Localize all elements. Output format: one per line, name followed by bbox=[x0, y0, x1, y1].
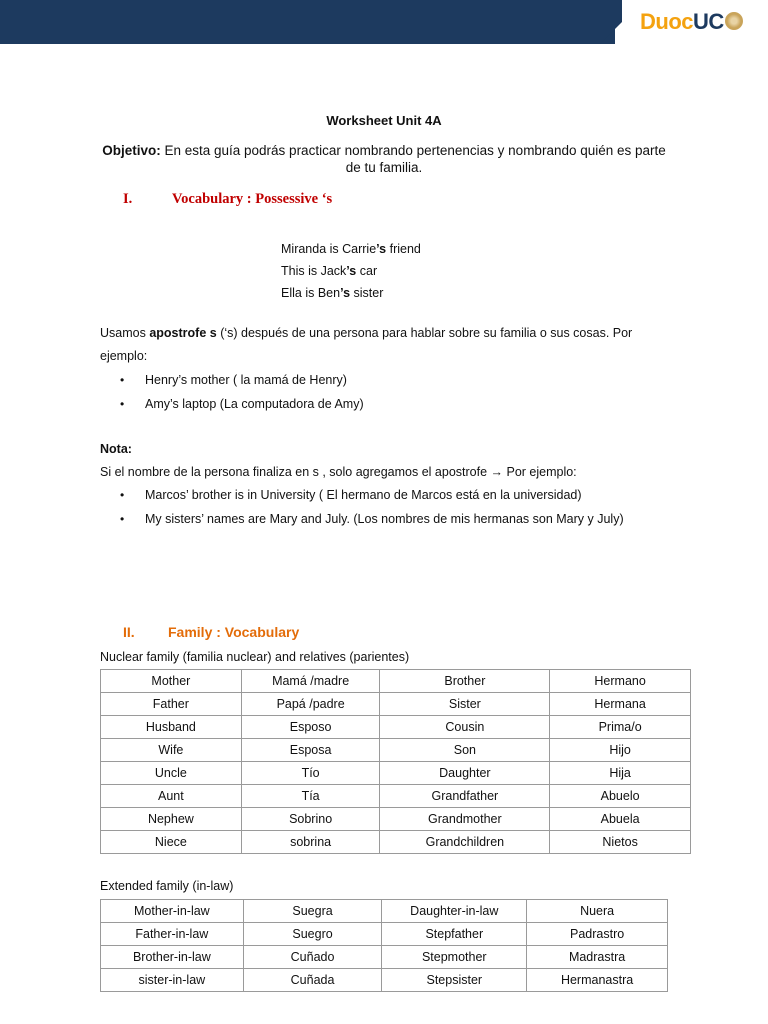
table-cell: Prima/o bbox=[550, 716, 691, 739]
table-row bbox=[101, 785, 691, 808]
note-text: Si el nombre de la persona finaliza en s , solo agregamos el apostrofe → Por ejemplo: bbox=[100, 465, 577, 479]
note-bullet-list bbox=[117, 483, 624, 531]
list-item: • Amy’s laptop (La computadora de Amy) bbox=[117, 392, 364, 416]
table-cell: Grandfather bbox=[380, 785, 550, 808]
example-bullet-list bbox=[117, 368, 364, 416]
table-cell: Uncle bbox=[101, 762, 242, 785]
note-label bbox=[100, 438, 660, 461]
table-cell: Aunt bbox=[101, 785, 242, 808]
table-cell: Hermana bbox=[550, 693, 691, 716]
note-label-text: Nota: bbox=[100, 442, 132, 456]
table-cell: Husband bbox=[101, 716, 242, 739]
table-cell: Daughter bbox=[380, 762, 550, 785]
table-cell: Daughter-in-law bbox=[382, 900, 527, 923]
seal-icon bbox=[725, 12, 743, 30]
table-cell: Tía bbox=[241, 785, 380, 808]
explanation-paragraph bbox=[100, 322, 660, 368]
section-1-number: I. bbox=[123, 191, 133, 207]
table-cell: sobrina bbox=[241, 831, 380, 854]
table-cell: Stepfather bbox=[382, 923, 527, 946]
example-pre: Ella is Ben bbox=[281, 286, 341, 300]
header-banner bbox=[0, 0, 768, 44]
table-cell: Hermano bbox=[550, 670, 691, 693]
objective-paragraph bbox=[100, 142, 668, 176]
table-row bbox=[101, 808, 691, 831]
table-cell: Stepsister bbox=[382, 969, 527, 992]
explanation-pre: Usamos bbox=[100, 326, 150, 340]
example-bold: ’s bbox=[346, 264, 357, 278]
table-cell: Niece bbox=[101, 831, 242, 854]
table-row bbox=[101, 900, 668, 923]
table-cell: Cousin bbox=[380, 716, 550, 739]
logo-duoc-text: Duoc bbox=[640, 9, 693, 34]
table-cell: Sister bbox=[380, 693, 550, 716]
table-cell: Mother-in-law bbox=[101, 900, 244, 923]
table-cell: Cuñada bbox=[243, 969, 382, 992]
table-cell: Padrastro bbox=[527, 923, 668, 946]
example-bold: ’s bbox=[340, 286, 351, 300]
example-post: car bbox=[356, 264, 378, 278]
table-row bbox=[101, 969, 668, 992]
extended-family-caption: Extended family (in-law) bbox=[100, 879, 234, 893]
table-cell: Abuelo bbox=[550, 785, 691, 808]
example-line bbox=[281, 282, 421, 304]
section-2-title: Family : Vocabulary bbox=[168, 624, 300, 640]
table-cell: Esposo bbox=[241, 716, 380, 739]
duocuc-logo bbox=[640, 9, 724, 35]
table-cell: Son bbox=[380, 739, 550, 762]
table-row bbox=[101, 923, 668, 946]
table-cell: Mother bbox=[101, 670, 242, 693]
table-cell: Wife bbox=[101, 739, 242, 762]
table-cell: Father bbox=[101, 693, 242, 716]
list-item: • Marcos’ brother is in University ( El hermano de Marcos está en la universidad) bbox=[117, 483, 624, 507]
table-cell: Nephew bbox=[101, 808, 242, 831]
table-cell: Nuera bbox=[527, 900, 668, 923]
example-line bbox=[281, 260, 421, 282]
table-cell: Madrastra bbox=[527, 946, 668, 969]
table-cell: Grandmother bbox=[380, 808, 550, 831]
table-cell: Esposa bbox=[241, 739, 380, 762]
table-cell: Father-in-law bbox=[101, 923, 244, 946]
table-cell: Hermanastra bbox=[527, 969, 668, 992]
example-pre: Miranda is Carrie bbox=[281, 242, 377, 256]
table-cell: Tío bbox=[241, 762, 380, 785]
section-2-number: II. bbox=[123, 624, 135, 640]
possessive-examples bbox=[281, 238, 421, 304]
extended-family-table bbox=[100, 899, 668, 992]
table-cell: Stepmother bbox=[382, 946, 527, 969]
table-row bbox=[101, 762, 691, 785]
example-pre: This is Jack bbox=[281, 264, 347, 278]
table-cell: Mamá /madre bbox=[241, 670, 380, 693]
banner-bar bbox=[0, 0, 615, 44]
table-row bbox=[101, 670, 691, 693]
table-row bbox=[101, 693, 691, 716]
section-1-title: Vocabulary : Possessive ‘s bbox=[172, 191, 333, 207]
table-cell: sister-in-law bbox=[101, 969, 244, 992]
table-cell: Brother bbox=[380, 670, 550, 693]
list-item: • My sisters’ names are Mary and July. (Los nombres de mis hermanas son Mary y July) bbox=[117, 507, 624, 531]
table-cell: Hijo bbox=[550, 739, 691, 762]
table-cell: Suegra bbox=[243, 900, 382, 923]
table-cell: Abuela bbox=[550, 808, 691, 831]
explanation-bold: apostrofe s bbox=[149, 326, 217, 340]
table-row bbox=[101, 946, 668, 969]
nuclear-family-table bbox=[100, 669, 691, 854]
table-cell: Cuñado bbox=[243, 946, 382, 969]
nuclear-family-caption: Nuclear family (familia nuclear) and relatives (parientes) bbox=[100, 650, 410, 664]
table-cell: Grandchildren bbox=[380, 831, 550, 854]
table-cell: Suegro bbox=[243, 923, 382, 946]
logo-uc-text: UC bbox=[693, 9, 724, 34]
example-bold: ’s bbox=[376, 242, 387, 256]
table-cell: Nietos bbox=[550, 831, 691, 854]
table-row bbox=[101, 716, 691, 739]
objective-text: En esta guía podrás practicar nombrando pertenencias y nombrando quién es parte de tu familia. bbox=[160, 143, 666, 175]
table-row bbox=[101, 739, 691, 762]
example-post: friend bbox=[386, 242, 421, 256]
table-row bbox=[101, 831, 691, 854]
table-cell: Hija bbox=[550, 762, 691, 785]
page-title: Worksheet Unit 4A bbox=[326, 113, 442, 128]
table-cell: Brother-in-law bbox=[101, 946, 244, 969]
objective-label: Objetivo: bbox=[102, 143, 161, 158]
example-line bbox=[281, 238, 421, 260]
table-cell: Papá /padre bbox=[241, 693, 380, 716]
list-item: • Henry’s mother ( la mamá de Henry) bbox=[117, 368, 364, 392]
explanation-post: (‘s) después de una persona para hablar sobre su familia o sus cosas. Por ejemplo: bbox=[100, 326, 633, 363]
table-cell: Sobrino bbox=[241, 808, 380, 831]
example-post: sister bbox=[350, 286, 384, 300]
